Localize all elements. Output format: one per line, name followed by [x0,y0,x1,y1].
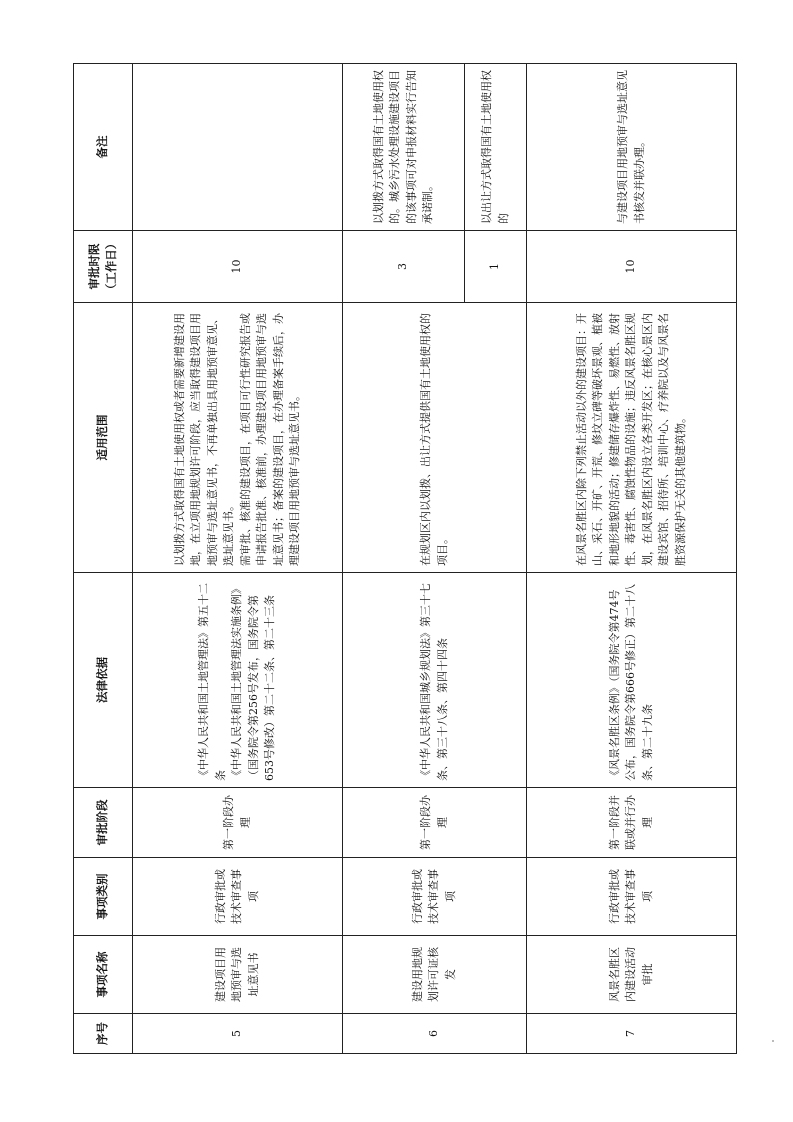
header-legal-basis: 法律依据 [74,573,133,788]
row-seq: 5 [133,1014,343,1054]
row-time-limit: 3 [343,231,465,303]
table-row [527,64,737,1054]
row-seq: 7 [527,1014,737,1054]
row-remarks [133,64,343,231]
header-time-limit: 审批时限（工作日） [74,231,133,303]
header-scope: 适用范围 [74,303,133,573]
row-category: 行政审批或技术审查事项 [343,858,527,936]
approval-items-table [73,63,737,1054]
row-seq: 6 [343,1014,527,1054]
row-category: 行政审批或技术审查事项 [133,858,343,936]
row-time-limit: 10 [527,231,737,303]
header-category: 事项类别 [74,858,133,936]
scan-speck [772,1040,774,1042]
header-seq: 序号 [74,1014,133,1054]
table-row [133,64,343,1054]
row-legal-basis: 《中华人民共和国城乡规划法》第三十七条、第三十八条、第四十四条 [343,573,527,788]
row-scope: 在风景名胜区内除下列禁止活动以外的建设项目：开山、采石、开矿、开荒、修坟立碑等破坏景观、植被和地形地貌的活动；修建储存爆炸性、易燃性、放射性、毒害性、腐蚀性物品的设施；违反风景名胜区规划，在风景名胜区内设立各类开发区；在核心景区内建设宾馆、招待所、培训中心、疗养院以及与风景名胜资源保护无关的其他建筑物。 [527,303,737,573]
row-time-limit: 1 [465,231,527,303]
row-remarks: 以划拨方式取得国有土地使用权的。城乡污水处理设施建设项目的该事项可对申报材料实行告知承诺制。 [343,64,465,231]
header-row [74,64,133,1054]
header-remarks: 备注 [74,64,133,231]
row-category: 行政审批或技术审查事项 [527,858,737,936]
row-name: 风景名胜区内建设活动审批 [527,936,737,1014]
row-stage: 第一阶段办理 [343,788,527,858]
rotated-table-wrapper [73,64,729,1054]
header-name: 事项名称 [74,936,133,1014]
row-name: 建设用地规划许可证核发 [343,936,527,1014]
row-legal-basis: 《风景名胜区条例》（国务院令第474号公布，国务院令第666号修正）第二十八条、第二十九条 [527,573,737,788]
row-name: 建设项目用地预审与选址意见书 [133,936,343,1014]
table-row [343,64,465,1054]
row-stage: 第一阶段并联或并行办理 [527,788,737,858]
row-scope: 以划拨方式取得国有土地使用权或者需要新增建设用地，在立项用地规划许可阶段，应当取得建设项目用地预审与选址意见书，不再单独出具用地预审意见、选址意见书。 需审批、核准的建设项目，在项目可行性研究报告或申请报告批准、核准前，办理建设项目用地预审与选址意见书；备案的建设项目，在办理备案手续后，办理建设项目用地预审与选址意见书。 [133,303,343,573]
row-remarks: 与建设项目用地预审与选址意见书核发并联办理。 [527,64,737,231]
row-stage: 第一阶段办理 [133,788,343,858]
row-time-limit: 10 [133,231,343,303]
row-legal-basis: 《中华人民共和国土地管理法》第五十二条 《中华人民共和国土地管理法实施条例》（国务院令第256号发布，国务院令第653号修改）第二十二条、第二十三条 [133,573,343,788]
row-remarks: 以出让方式取得国有土地使用权的 [465,64,527,231]
header-stage: 审批阶段 [74,788,133,858]
row-scope: 在规划区内以划拨、出让方式提供国有土地使用权的项目。 [343,303,527,573]
